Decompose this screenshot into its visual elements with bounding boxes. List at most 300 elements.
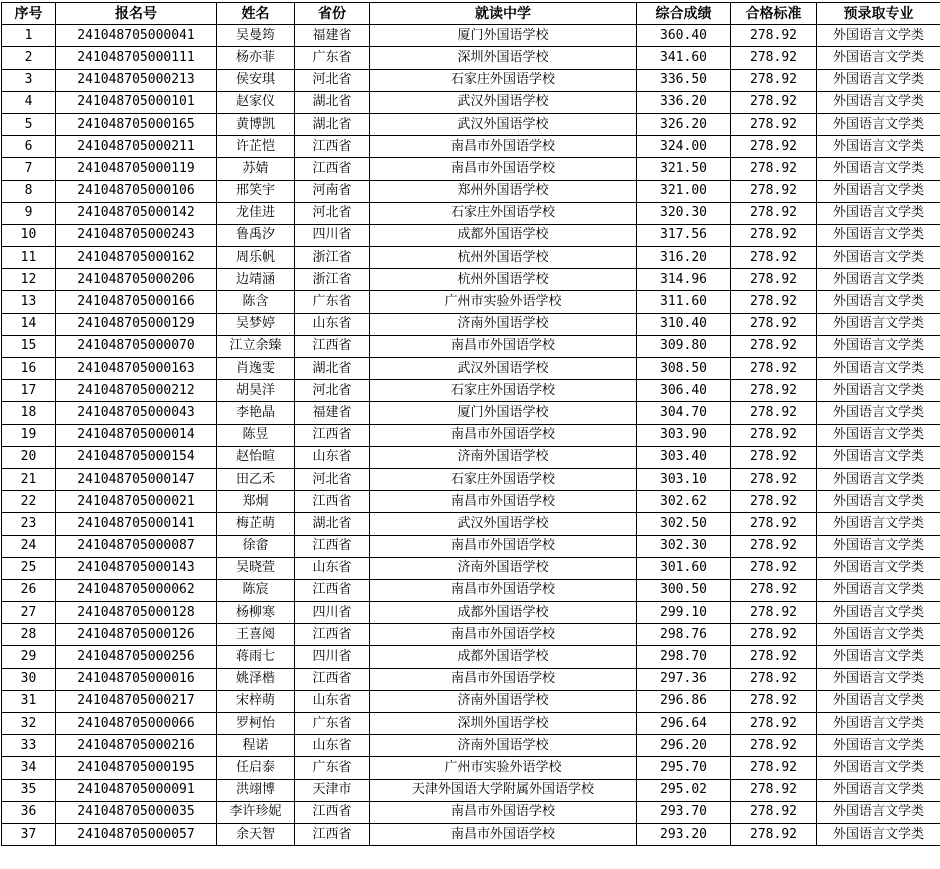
cell-index: 36 — [2, 801, 56, 823]
cell-total-score: 298.70 — [637, 646, 731, 668]
cell-name: 任启泰 — [217, 757, 295, 779]
cell-total-score: 295.02 — [637, 779, 731, 801]
cell-total-score: 321.50 — [637, 158, 731, 180]
cell-index: 14 — [2, 313, 56, 335]
cell-index: 21 — [2, 468, 56, 490]
cell-school: 天津外国语大学附属外国语学校 — [370, 779, 637, 801]
cell-registration-no: 241048705000043 — [56, 402, 217, 424]
cell-registration-no: 241048705000066 — [56, 713, 217, 735]
table-row — [2, 690, 940, 712]
cell-index: 30 — [2, 668, 56, 690]
cell-school: 南昌市外国语学校 — [370, 535, 637, 557]
cell-total-score: 300.50 — [637, 579, 731, 601]
cell-total-score: 303.90 — [637, 424, 731, 446]
cell-school: 济南外国语学校 — [370, 313, 637, 335]
cell-province: 江西省 — [295, 136, 370, 158]
table-row — [2, 25, 940, 47]
table-row — [2, 202, 940, 224]
table-row — [2, 602, 940, 624]
cell-index: 19 — [2, 424, 56, 446]
cell-total-score: 303.10 — [637, 468, 731, 490]
cell-pass-standard: 278.92 — [731, 358, 817, 380]
cell-index: 11 — [2, 247, 56, 269]
cell-name: 杨柳寒 — [217, 602, 295, 624]
cell-province: 江西省 — [295, 823, 370, 845]
cell-school: 成都外国语学校 — [370, 224, 637, 246]
cell-index: 28 — [2, 624, 56, 646]
table-row — [2, 424, 940, 446]
cell-province: 四川省 — [295, 224, 370, 246]
cell-school: 杭州外国语学校 — [370, 269, 637, 291]
cell-province: 山东省 — [295, 690, 370, 712]
table-row — [2, 402, 940, 424]
cell-pass-standard: 278.92 — [731, 380, 817, 402]
cell-pass-standard: 278.92 — [731, 823, 817, 845]
cell-index: 15 — [2, 335, 56, 357]
table-row — [2, 224, 940, 246]
cell-total-score: 314.96 — [637, 269, 731, 291]
cell-school: 南昌市外国语学校 — [370, 424, 637, 446]
cell-pass-standard: 278.92 — [731, 491, 817, 513]
cell-pass-standard: 278.92 — [731, 291, 817, 313]
cell-major: 外国语言文学类 — [817, 491, 940, 513]
cell-province: 河北省 — [295, 69, 370, 91]
cell-school: 武汉外国语学校 — [370, 91, 637, 113]
cell-registration-no: 241048705000128 — [56, 602, 217, 624]
cell-total-score: 321.00 — [637, 180, 731, 202]
cell-index: 32 — [2, 713, 56, 735]
cell-major: 外国语言文学类 — [817, 823, 940, 845]
cell-index: 16 — [2, 358, 56, 380]
cell-province: 湖北省 — [295, 113, 370, 135]
cell-pass-standard: 278.92 — [731, 668, 817, 690]
cell-total-score: 302.62 — [637, 491, 731, 513]
cell-index: 20 — [2, 446, 56, 468]
cell-index: 18 — [2, 402, 56, 424]
cell-pass-standard: 278.92 — [731, 446, 817, 468]
cell-index: 12 — [2, 269, 56, 291]
cell-pass-standard: 278.92 — [731, 335, 817, 357]
cell-school: 石家庄外国语学校 — [370, 380, 637, 402]
cell-pass-standard: 278.92 — [731, 113, 817, 135]
cell-pass-standard: 278.92 — [731, 202, 817, 224]
cell-major: 外国语言文学类 — [817, 801, 940, 823]
cell-total-score: 316.20 — [637, 247, 731, 269]
cell-province: 广东省 — [295, 291, 370, 313]
cell-total-score: 336.20 — [637, 91, 731, 113]
table-row — [2, 735, 940, 757]
cell-name: 王喜阅 — [217, 624, 295, 646]
cell-pass-standard: 278.92 — [731, 535, 817, 557]
table-row — [2, 358, 940, 380]
cell-registration-no: 241048705000119 — [56, 158, 217, 180]
cell-total-score: 293.70 — [637, 801, 731, 823]
cell-school: 武汉外国语学校 — [370, 513, 637, 535]
cell-province: 江西省 — [295, 624, 370, 646]
cell-school: 深圳外国语学校 — [370, 47, 637, 69]
cell-total-score: 320.30 — [637, 202, 731, 224]
cell-major: 外国语言文学类 — [817, 180, 940, 202]
cell-total-score: 302.30 — [637, 535, 731, 557]
cell-registration-no: 241048705000129 — [56, 313, 217, 335]
table-row — [2, 380, 940, 402]
cell-pass-standard: 278.92 — [731, 91, 817, 113]
cell-index: 2 — [2, 47, 56, 69]
admission-table — [1, 2, 940, 846]
table-row — [2, 158, 940, 180]
cell-pass-standard: 278.92 — [731, 402, 817, 424]
cell-registration-no: 241048705000126 — [56, 624, 217, 646]
cell-name: 龙佳进 — [217, 202, 295, 224]
cell-province: 浙江省 — [295, 247, 370, 269]
cell-index: 37 — [2, 823, 56, 845]
cell-index: 13 — [2, 291, 56, 313]
cell-registration-no: 241048705000087 — [56, 535, 217, 557]
cell-major: 外国语言文学类 — [817, 557, 940, 579]
cell-province: 河北省 — [295, 202, 370, 224]
cell-pass-standard: 278.92 — [731, 158, 817, 180]
cell-registration-no: 241048705000091 — [56, 779, 217, 801]
cell-index: 22 — [2, 491, 56, 513]
cell-name: 肖逸雯 — [217, 358, 295, 380]
cell-major: 外国语言文学类 — [817, 402, 940, 424]
cell-major: 外国语言文学类 — [817, 468, 940, 490]
cell-index: 10 — [2, 224, 56, 246]
cell-school: 南昌市外国语学校 — [370, 579, 637, 601]
cell-school: 南昌市外国语学校 — [370, 335, 637, 357]
table-row — [2, 91, 940, 113]
cell-province: 广东省 — [295, 757, 370, 779]
cell-school: 广州市实验外语学校 — [370, 291, 637, 313]
cell-total-score: 311.60 — [637, 291, 731, 313]
cell-total-score: 317.56 — [637, 224, 731, 246]
table-row — [2, 269, 940, 291]
cell-total-score: 336.50 — [637, 69, 731, 91]
cell-index: 8 — [2, 180, 56, 202]
cell-index: 27 — [2, 602, 56, 624]
cell-major: 外国语言文学类 — [817, 668, 940, 690]
cell-name: 李艳晶 — [217, 402, 295, 424]
cell-registration-no: 241048705000256 — [56, 646, 217, 668]
cell-registration-no: 241048705000162 — [56, 247, 217, 269]
cell-school: 南昌市外国语学校 — [370, 823, 637, 845]
cell-province: 福建省 — [295, 25, 370, 47]
cell-name: 杨亦菲 — [217, 47, 295, 69]
cell-school: 厦门外国语学校 — [370, 402, 637, 424]
cell-school: 南昌市外国语学校 — [370, 668, 637, 690]
cell-name: 洪翊博 — [217, 779, 295, 801]
cell-major: 外国语言文学类 — [817, 25, 940, 47]
table-row — [2, 335, 940, 357]
cell-major: 外国语言文学类 — [817, 380, 940, 402]
cell-registration-no: 241048705000106 — [56, 180, 217, 202]
cell-index: 29 — [2, 646, 56, 668]
cell-name: 赵家仪 — [217, 91, 295, 113]
cell-registration-no: 241048705000041 — [56, 25, 217, 47]
table-row — [2, 180, 940, 202]
cell-major: 外国语言文学类 — [817, 113, 940, 135]
cell-major: 外国语言文学类 — [817, 313, 940, 335]
cell-pass-standard: 278.92 — [731, 557, 817, 579]
cell-registration-no: 241048705000141 — [56, 513, 217, 535]
cell-school: 南昌市外国语学校 — [370, 158, 637, 180]
cell-index: 34 — [2, 757, 56, 779]
cell-total-score: 304.70 — [637, 402, 731, 424]
cell-index: 5 — [2, 113, 56, 135]
cell-name: 罗柯怡 — [217, 713, 295, 735]
cell-school: 成都外国语学校 — [370, 646, 637, 668]
cell-major: 外国语言文学类 — [817, 247, 940, 269]
cell-total-score: 303.40 — [637, 446, 731, 468]
header-major: 预录取专业 — [817, 3, 940, 25]
table-body — [2, 25, 940, 846]
cell-index: 3 — [2, 69, 56, 91]
cell-name: 姚泽楷 — [217, 668, 295, 690]
cell-name: 吴晓萱 — [217, 557, 295, 579]
cell-major: 外国语言文学类 — [817, 446, 940, 468]
cell-pass-standard: 278.92 — [731, 247, 817, 269]
cell-pass-standard: 278.92 — [731, 735, 817, 757]
cell-name: 吴曼筠 — [217, 25, 295, 47]
cell-pass-standard: 278.92 — [731, 269, 817, 291]
cell-registration-no: 241048705000211 — [56, 136, 217, 158]
cell-province: 江西省 — [295, 668, 370, 690]
cell-registration-no: 241048705000216 — [56, 735, 217, 757]
table-row — [2, 47, 940, 69]
cell-name: 江立余臻 — [217, 335, 295, 357]
table-row — [2, 579, 940, 601]
cell-total-score: 296.20 — [637, 735, 731, 757]
cell-major: 外国语言文学类 — [817, 735, 940, 757]
cell-province: 湖北省 — [295, 513, 370, 535]
table-row — [2, 757, 940, 779]
cell-school: 杭州外国语学校 — [370, 247, 637, 269]
cell-province: 江西省 — [295, 335, 370, 357]
cell-major: 外国语言文学类 — [817, 291, 940, 313]
header-province: 省份 — [295, 3, 370, 25]
cell-school: 石家庄外国语学校 — [370, 468, 637, 490]
cell-name: 赵怡暄 — [217, 446, 295, 468]
cell-province: 四川省 — [295, 602, 370, 624]
cell-school: 济南外国语学校 — [370, 735, 637, 757]
cell-total-score: 293.20 — [637, 823, 731, 845]
table-row — [2, 801, 940, 823]
table-row — [2, 247, 940, 269]
cell-major: 外国语言文学类 — [817, 158, 940, 180]
cell-school: 广州市实验外语学校 — [370, 757, 637, 779]
cell-province: 山东省 — [295, 557, 370, 579]
cell-total-score: 306.40 — [637, 380, 731, 402]
cell-school: 南昌市外国语学校 — [370, 136, 637, 158]
cell-name: 徐畲 — [217, 535, 295, 557]
cell-major: 外国语言文学类 — [817, 690, 940, 712]
cell-index: 26 — [2, 579, 56, 601]
cell-province: 江西省 — [295, 158, 370, 180]
cell-total-score: 326.20 — [637, 113, 731, 135]
cell-registration-no: 241048705000070 — [56, 335, 217, 357]
cell-major: 外国语言文学类 — [817, 779, 940, 801]
header-school: 就读中学 — [370, 3, 637, 25]
header-name: 姓名 — [217, 3, 295, 25]
cell-registration-no: 241048705000217 — [56, 690, 217, 712]
cell-pass-standard: 278.92 — [731, 624, 817, 646]
cell-province: 江西省 — [295, 424, 370, 446]
cell-name: 陈宸 — [217, 579, 295, 601]
cell-pass-standard: 278.92 — [731, 180, 817, 202]
cell-province: 河北省 — [295, 468, 370, 490]
cell-name: 黄博凯 — [217, 113, 295, 135]
cell-name: 邢笑宇 — [217, 180, 295, 202]
cell-name: 程诺 — [217, 735, 295, 757]
cell-school: 厦门外国语学校 — [370, 25, 637, 47]
cell-major: 外国语言文学类 — [817, 513, 940, 535]
cell-province: 广东省 — [295, 47, 370, 69]
cell-registration-no: 241048705000014 — [56, 424, 217, 446]
cell-name: 周乐帆 — [217, 247, 295, 269]
cell-pass-standard: 278.92 — [731, 757, 817, 779]
table-row — [2, 646, 940, 668]
cell-registration-no: 241048705000057 — [56, 823, 217, 845]
table-row — [2, 313, 940, 335]
cell-name: 蒋雨七 — [217, 646, 295, 668]
cell-school: 济南外国语学校 — [370, 690, 637, 712]
cell-pass-standard: 278.92 — [731, 779, 817, 801]
cell-major: 外国语言文学类 — [817, 624, 940, 646]
cell-school: 石家庄外国语学校 — [370, 202, 637, 224]
cell-school: 济南外国语学校 — [370, 446, 637, 468]
cell-major: 外国语言文学类 — [817, 136, 940, 158]
cell-name: 陈昱 — [217, 424, 295, 446]
cell-province: 江西省 — [295, 491, 370, 513]
cell-province: 河南省 — [295, 180, 370, 202]
cell-index: 1 — [2, 25, 56, 47]
cell-pass-standard: 278.92 — [731, 47, 817, 69]
cell-registration-no: 241048705000016 — [56, 668, 217, 690]
table-row — [2, 713, 940, 735]
cell-major: 外国语言文学类 — [817, 91, 940, 113]
cell-registration-no: 241048705000143 — [56, 557, 217, 579]
cell-province: 浙江省 — [295, 269, 370, 291]
table-row — [2, 136, 940, 158]
cell-province: 福建省 — [295, 402, 370, 424]
cell-province: 江西省 — [295, 535, 370, 557]
cell-province: 江西省 — [295, 579, 370, 601]
cell-major: 外国语言文学类 — [817, 424, 940, 446]
cell-index: 31 — [2, 690, 56, 712]
cell-pass-standard: 278.92 — [731, 136, 817, 158]
cell-total-score: 309.80 — [637, 335, 731, 357]
cell-total-score: 310.40 — [637, 313, 731, 335]
cell-province: 四川省 — [295, 646, 370, 668]
table-row — [2, 468, 940, 490]
table-row — [2, 668, 940, 690]
cell-registration-no: 241048705000195 — [56, 757, 217, 779]
cell-registration-no: 241048705000165 — [56, 113, 217, 135]
cell-index: 4 — [2, 91, 56, 113]
cell-registration-no: 241048705000062 — [56, 579, 217, 601]
table-row — [2, 535, 940, 557]
cell-total-score: 301.60 — [637, 557, 731, 579]
cell-index: 25 — [2, 557, 56, 579]
cell-index: 9 — [2, 202, 56, 224]
cell-school: 深圳外国语学校 — [370, 713, 637, 735]
cell-major: 外国语言文学类 — [817, 646, 940, 668]
cell-school: 南昌市外国语学校 — [370, 491, 637, 513]
cell-total-score: 296.86 — [637, 690, 731, 712]
cell-major: 外国语言文学类 — [817, 202, 940, 224]
cell-registration-no: 241048705000163 — [56, 358, 217, 380]
cell-province: 江西省 — [295, 801, 370, 823]
cell-major: 外国语言文学类 — [817, 602, 940, 624]
cell-pass-standard: 278.92 — [731, 25, 817, 47]
cell-total-score: 296.64 — [637, 713, 731, 735]
cell-province: 湖北省 — [295, 91, 370, 113]
cell-index: 24 — [2, 535, 56, 557]
cell-major: 外国语言文学类 — [817, 535, 940, 557]
cell-total-score: 299.10 — [637, 602, 731, 624]
cell-province: 天津市 — [295, 779, 370, 801]
cell-registration-no: 241048705000101 — [56, 91, 217, 113]
cell-name: 胡昊洋 — [217, 380, 295, 402]
header-total-score: 综合成绩 — [637, 3, 731, 25]
cell-major: 外国语言文学类 — [817, 69, 940, 91]
cell-province: 广东省 — [295, 713, 370, 735]
header-row — [2, 3, 940, 25]
cell-total-score: 360.40 — [637, 25, 731, 47]
cell-school: 成都外国语学校 — [370, 602, 637, 624]
table-row — [2, 291, 940, 313]
cell-name: 余天智 — [217, 823, 295, 845]
table-row — [2, 446, 940, 468]
cell-pass-standard: 278.92 — [731, 713, 817, 735]
cell-index: 35 — [2, 779, 56, 801]
cell-pass-standard: 278.92 — [731, 69, 817, 91]
cell-major: 外国语言文学类 — [817, 713, 940, 735]
table-row — [2, 69, 940, 91]
cell-name: 许芷恺 — [217, 136, 295, 158]
cell-pass-standard: 278.92 — [731, 468, 817, 490]
cell-province: 河北省 — [295, 380, 370, 402]
cell-registration-no: 241048705000243 — [56, 224, 217, 246]
cell-registration-no: 241048705000166 — [56, 291, 217, 313]
cell-school: 郑州外国语学校 — [370, 180, 637, 202]
cell-registration-no: 241048705000212 — [56, 380, 217, 402]
cell-major: 外国语言文学类 — [817, 269, 940, 291]
cell-pass-standard: 278.92 — [731, 602, 817, 624]
cell-registration-no: 241048705000206 — [56, 269, 217, 291]
cell-name: 田乙禾 — [217, 468, 295, 490]
cell-total-score: 298.76 — [637, 624, 731, 646]
cell-province: 山东省 — [295, 313, 370, 335]
cell-index: 7 — [2, 158, 56, 180]
cell-major: 外国语言文学类 — [817, 335, 940, 357]
cell-name: 边靖涵 — [217, 269, 295, 291]
cell-total-score: 324.00 — [637, 136, 731, 158]
cell-school: 武汉外国语学校 — [370, 358, 637, 380]
cell-pass-standard: 278.92 — [731, 224, 817, 246]
table-row — [2, 491, 940, 513]
cell-registration-no: 241048705000147 — [56, 468, 217, 490]
cell-pass-standard: 278.92 — [731, 690, 817, 712]
cell-pass-standard: 278.92 — [731, 424, 817, 446]
cell-name: 梅芷萌 — [217, 513, 295, 535]
cell-index: 23 — [2, 513, 56, 535]
cell-registration-no: 241048705000213 — [56, 69, 217, 91]
table-row — [2, 513, 940, 535]
table-row — [2, 113, 940, 135]
cell-school: 南昌市外国语学校 — [370, 624, 637, 646]
cell-school: 济南外国语学校 — [370, 557, 637, 579]
